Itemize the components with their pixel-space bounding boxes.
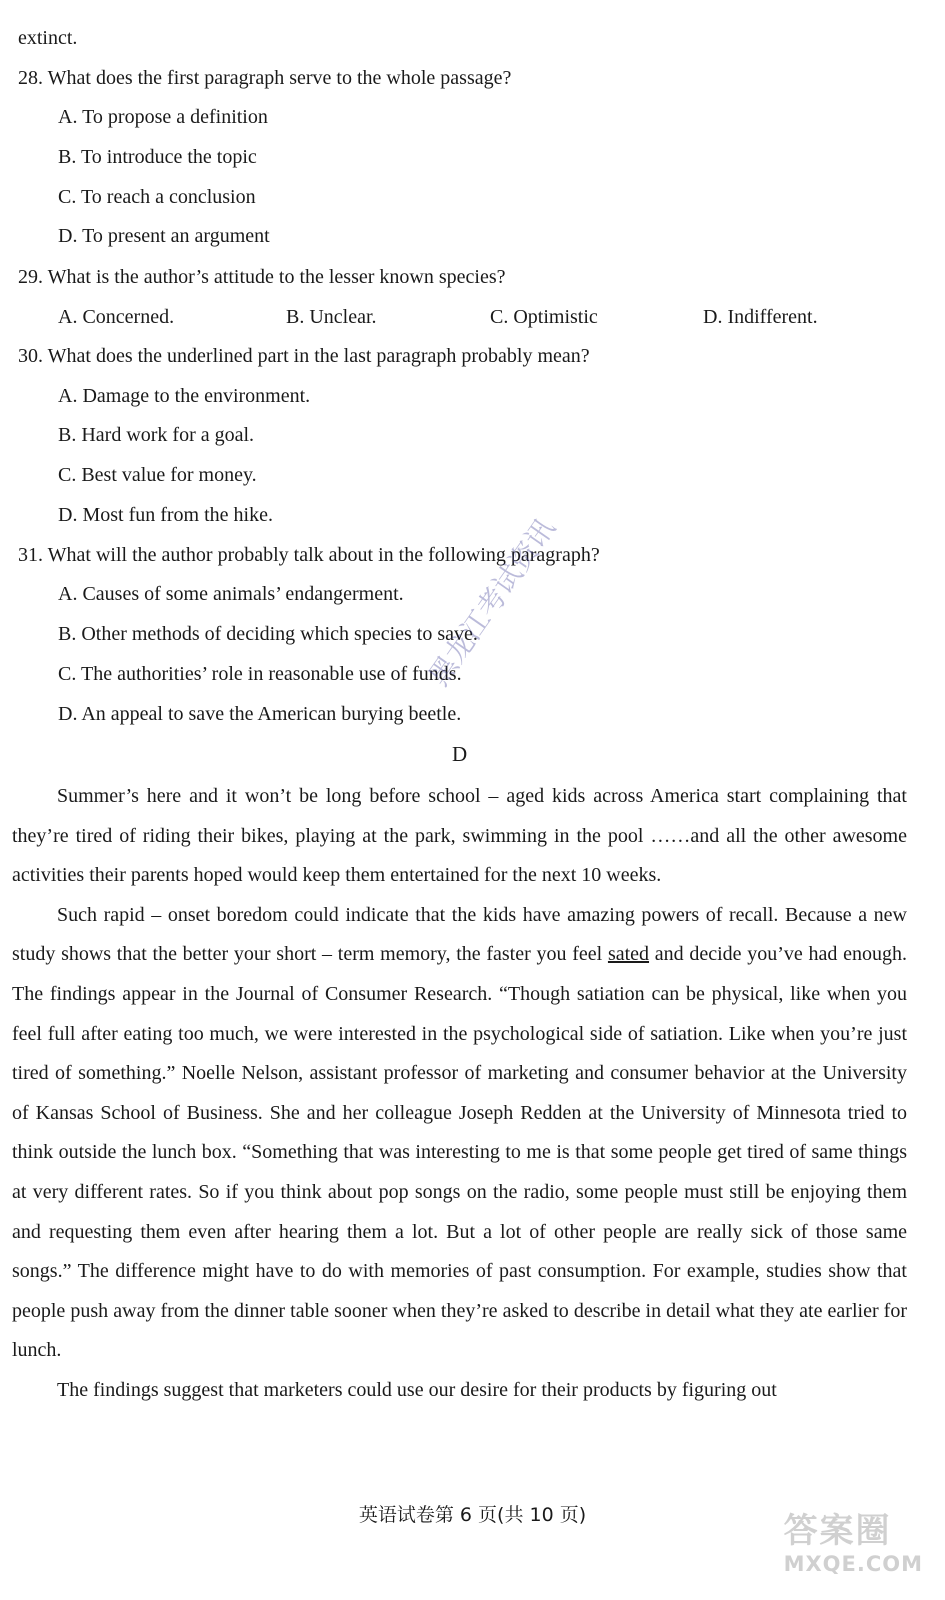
question-number: 29.	[18, 266, 43, 288]
question-number: 31.	[18, 544, 43, 566]
top-fragment: extinct.	[18, 27, 78, 49]
option-b: B. Unclear.	[286, 306, 377, 328]
options-row	[58, 303, 848, 331]
question-stem: What will the author probably talk about in the following paragraph?	[47, 544, 600, 566]
option-a: A. Concerned.	[58, 306, 175, 328]
option-b: B. Hard work for a goal.	[58, 424, 255, 446]
logo-watermark	[784, 1503, 923, 1576]
question-stem: What does the underlined part in the last paragraph probably mean?	[47, 345, 590, 367]
watermark-logo-text: 答案圈	[783, 1511, 892, 1551]
page-footer: 英语试卷第 6 页(共 10 页)	[358, 1504, 587, 1526]
option-b: B. Other methods of deciding which species to save.	[58, 623, 478, 645]
paragraph-3: The findings suggest that marketers could use our desire for their products by figuring out	[57, 1378, 777, 1401]
option-c: C. To reach a conclusion	[58, 186, 256, 208]
option-a: A. Damage to the environment.	[58, 385, 311, 407]
option-d: D. An appeal to save the American burying beetle.	[58, 703, 462, 725]
option-d: D. Indifferent.	[703, 306, 818, 328]
question-number: 28.	[18, 67, 43, 89]
option-a: A. To propose a definition	[58, 106, 268, 128]
question-stem: What is the author’s attitude to the lesser known species?	[47, 266, 506, 288]
paragraph-1: Summer’s here and it won’t be long before school – aged kids across America start complaining that they’re tired of riding their bikes, playing at the park, swimming in the pool ……and all the other awesome activities their parents hoped would keep them entertained for the next 10 weeks.	[12, 785, 907, 887]
diagonal-watermark: 黑龙江考试资讯	[422, 512, 562, 692]
question-number: 30.	[18, 345, 43, 367]
option-c: C. Optimistic	[490, 306, 598, 328]
option-c: C. Best value for money.	[58, 464, 257, 486]
reading-passage	[12, 777, 907, 1411]
question-stem: What does the first paragraph serve to the whole passage?	[47, 67, 512, 89]
option-d: D. To present an argument	[58, 225, 270, 247]
underlined-word: sated	[607, 943, 650, 966]
section-label: D	[452, 742, 468, 766]
option-c: C. The authorities’ role in reasonable use of funds.	[58, 663, 462, 685]
option-d: D. Most fun from the hike.	[58, 504, 273, 526]
watermark-url: MXQE.COM	[783, 1552, 923, 1576]
option-b: B. To introduce the topic	[58, 146, 257, 168]
option-a: A. Causes of some animals’ endangerment.	[58, 583, 404, 605]
paragraph-2: Such rapid – onset boredom could indicate that the kids have amazing powers of recall. Because a new study shows that the better your short – term memory, the faster you feel sated and decide you’ve had enough. The findings appear in the Journal of Consumer Research. “Though satiation can be physical, like when you feel full after eating too much, we were interested in the psychological side of satiation. Like when you’re just tired of something.” Noelle Nelson, assistant professor of marketing and consumer behavior at the University of Kansas School of Business. She and her colleague Joseph Redden at the University of Minnesota tried to think outside the lunch box. “Something that was interesting to me is that some people get tired of same things at very different rates. So if you think about pop songs on the radio, some people must still be enjoying them and requesting them even after hearing them a lot. But a lot of other people are really sick of those same songs.” The difference might have to do with memories of past consumption. For example, studies show that people push away from the dinner table sooner when they’re asked to describe in detail what they ate earlier for lunch.	[12, 903, 908, 1362]
